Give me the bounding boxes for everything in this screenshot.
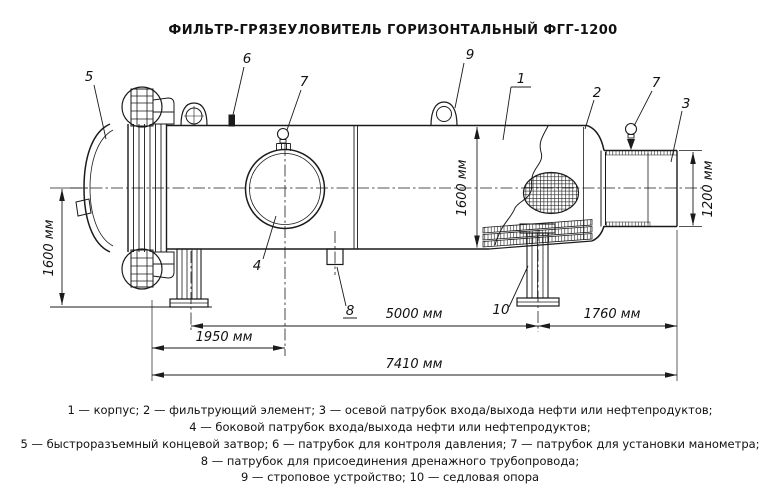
legend-line-1: 1 — корпус; 2 — фильтрующий элемент; 3 — осевой патрубок входа/выхода нефти или нефтепродуктов; — [67, 403, 713, 417]
axial-nozzle-hatch-top — [606, 151, 677, 156]
legend-line-4: 8 — патрубок для присоединения дренажного трубопровода; — [200, 454, 580, 468]
dim-text-closure-to-side-nozzle: 1950 мм — [195, 330, 253, 345]
dim-text-axial-nozzle: 1200 мм — [701, 160, 716, 218]
callout-manometer-right: 7 — [651, 75, 661, 91]
dim-text-head-height: 1600 мм — [42, 219, 57, 277]
pressure-nozzle — [229, 115, 236, 127]
callout-axial-nozzle: 3 — [681, 96, 691, 112]
callout-manometer-left: 7 — [299, 74, 309, 90]
dim-text-overall-length: 7410 мм — [385, 357, 443, 372]
dim-text-support-spacing: 5000 мм — [385, 307, 443, 322]
callout-body: 1 — [516, 71, 526, 87]
callout-drain-nozzle: 8 — [345, 303, 355, 319]
filter-element-mesh — [524, 173, 579, 214]
legend-line-5: 9 — строповое устройство; 10 — седловая опора — [240, 470, 540, 484]
legend-line-2: 4 — боковой патрубок входа/выхода нефти или нефтепродуктов; — [189, 420, 591, 434]
dim-text-right-overhang: 1760 мм — [583, 307, 641, 322]
callout-saddle-support: 10 — [492, 302, 510, 318]
callout-pressure-nozzle: 6 — [242, 51, 252, 67]
legend-line-3: 5 — быстроразъемный концевой затвор; 6 — патрубок для контроля давления; 7 — патрубок для установки манометра; — [20, 437, 760, 451]
drawing-title: ФИЛЬТР-ГРЯЗЕУЛОВИТЕЛЬ ГОРИЗОНТАЛЬНЫЙ ФГГ-1200 — [168, 23, 618, 38]
axial-nozzle-hatch-bottom — [606, 222, 650, 227]
dim-text-shell-diameter: 1600 мм — [455, 159, 470, 217]
callout-sling-device: 9 — [465, 47, 475, 63]
callout-side-nozzle: 4 — [252, 258, 262, 274]
callout-filter-element: 2 — [592, 85, 602, 101]
callout-closure: 5 — [84, 69, 94, 85]
